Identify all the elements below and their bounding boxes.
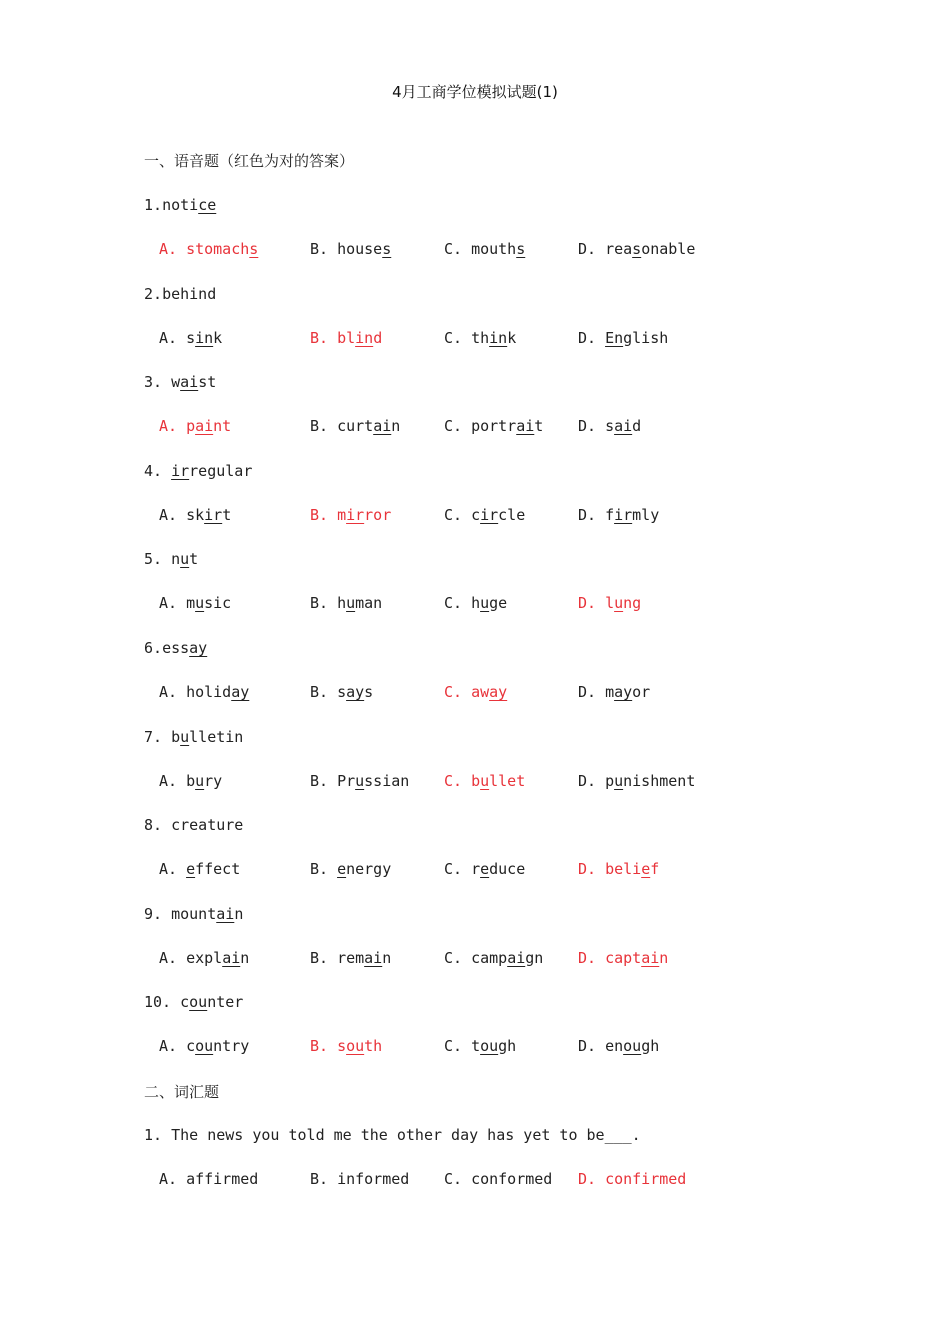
option-word-underlined-letters: e — [480, 860, 490, 879]
option-word-underlined-letters: ir — [346, 505, 365, 524]
option-word-underlined-letters: ai — [516, 417, 535, 436]
option-word-text: bl — [337, 328, 356, 347]
option-word-underlined-letters: u — [480, 771, 490, 790]
option-word: conformed — [471, 1170, 553, 1188]
answer-option — [578, 240, 695, 258]
answer-option — [159, 417, 231, 435]
option-word-text: or — [632, 683, 651, 701]
option-word-text: gh — [641, 1037, 660, 1056]
option-word-text: sic — [204, 594, 232, 613]
question-stem — [144, 993, 243, 1011]
question-word-text: nter — [207, 993, 244, 1012]
option-word-text: house — [337, 240, 383, 258]
vocab-answer-option — [578, 1170, 686, 1188]
option-word-text: s — [364, 683, 374, 701]
option-word-text: m — [605, 683, 615, 701]
question-stem — [144, 905, 243, 923]
option-word-underlined-letters: ai — [364, 948, 383, 967]
answer-option — [444, 417, 543, 435]
answer-option — [578, 860, 659, 878]
question-word-underlined-letters: ai — [180, 373, 199, 392]
option-letter: A. — [159, 771, 178, 790]
option-letter: A. — [159, 1037, 178, 1056]
option-word-underlined-letters: ou — [346, 1037, 365, 1056]
option-word-text: nt — [213, 417, 232, 436]
option-letter: A. — [159, 594, 178, 613]
answer-option — [578, 772, 695, 790]
question-word-text: regular — [189, 461, 253, 480]
question-stem — [144, 639, 207, 657]
option-word-text: t — [222, 505, 232, 524]
question-word-text: c — [180, 993, 190, 1012]
option-word-underlined-letters: u — [355, 771, 365, 790]
option-word-underlined-letters: ai — [373, 417, 392, 436]
option-word-underlined-letters: ai — [641, 948, 660, 967]
answer-option — [444, 683, 507, 701]
question-number: 2. — [144, 284, 163, 303]
option-word-underlined-letters: ou — [623, 1037, 642, 1056]
option-letter: B. — [310, 328, 329, 347]
answer-option — [310, 772, 409, 790]
answer-option — [310, 860, 391, 878]
option-word-text: sk — [186, 505, 205, 524]
question-word-text: n — [234, 904, 244, 923]
option-word-text: b — [471, 771, 481, 790]
question-number: 10. — [144, 993, 181, 1012]
option-word-text: s — [186, 328, 196, 347]
option-word-text: c — [471, 505, 481, 524]
answer-option — [444, 329, 516, 347]
option-word-underlined-letters: e — [186, 860, 196, 879]
option-letter: D. — [578, 1037, 597, 1056]
option-word-text: h — [337, 594, 347, 613]
page-title: 4月工商学位模拟试题(1) — [392, 83, 558, 101]
option-letter: C. — [444, 417, 463, 436]
option-word-underlined-letters: in — [489, 328, 508, 347]
option-letter: A. — [159, 505, 178, 524]
question-stem — [144, 816, 243, 834]
option-word: confirmed — [605, 1170, 687, 1188]
question-number: 6. — [144, 639, 163, 657]
option-letter: C. — [444, 594, 463, 613]
option-letter: D. — [578, 860, 597, 879]
question-number: 8. — [144, 816, 172, 835]
option-word-text: m — [337, 505, 347, 524]
option-word-underlined-letters: ou — [195, 1037, 214, 1056]
option-word-underlined-letters: u — [614, 594, 624, 613]
answer-option — [578, 506, 659, 524]
option-word-text: th — [364, 1037, 383, 1056]
question-word-underlined-letters: ai — [216, 904, 235, 923]
answer-option — [159, 949, 249, 967]
option-word-underlined-letters: s — [632, 240, 642, 258]
answer-option — [310, 683, 373, 701]
option-word-text: s — [605, 417, 615, 436]
option-letter: D. — [578, 328, 597, 347]
answer-option — [444, 594, 507, 612]
option-word-text: t — [534, 417, 544, 436]
question-number: 7. — [144, 727, 172, 746]
option-word-text: nergy — [346, 860, 392, 879]
answer-option — [444, 1037, 516, 1055]
option-word-text: th — [471, 328, 490, 347]
option-word-text: p — [186, 417, 196, 436]
option-letter: B. — [310, 505, 329, 524]
question-word-underlined-letters: ir — [171, 461, 190, 480]
option-word-text: ng — [623, 594, 642, 613]
answer-option — [159, 860, 240, 878]
option-word-text: n — [391, 417, 401, 436]
answer-option — [578, 1037, 659, 1055]
question-word-text: ess — [162, 639, 190, 657]
answer-option — [578, 594, 641, 612]
vocab-answer-option — [159, 1170, 258, 1188]
option-word-underlined-letters: ir — [204, 505, 223, 524]
option-word-text: t — [471, 1037, 481, 1056]
question-word-underlined-letters: u — [180, 727, 190, 746]
option-letter: B. — [310, 1037, 329, 1056]
vocab-answer-option — [310, 1170, 409, 1188]
answer-option — [310, 506, 391, 524]
question-word-text: w — [171, 373, 181, 392]
answer-option — [159, 594, 231, 612]
answer-option — [444, 240, 525, 258]
option-word-text: glish — [623, 328, 669, 347]
question-stem — [144, 196, 216, 214]
option-letter: B. — [310, 594, 329, 613]
question-word-underlined-letters: ou — [189, 993, 208, 1012]
option-word-text: ssian — [364, 771, 410, 790]
option-letter: C. — [444, 1037, 463, 1056]
option-letter: D. — [578, 1170, 597, 1188]
option-letter: A. — [159, 948, 178, 967]
option-letter: A. — [159, 328, 178, 347]
option-letter: D. — [578, 240, 597, 258]
question-word-text: noti — [162, 196, 199, 214]
answer-option — [159, 240, 258, 258]
question-word-text: lletin — [189, 727, 244, 746]
option-word-underlined-letters: s — [382, 240, 392, 258]
answer-option — [578, 417, 641, 435]
option-word-text: k — [507, 328, 517, 347]
question-number: 9. — [144, 904, 172, 923]
option-word-text: aw — [471, 683, 490, 701]
option-word-text: n — [659, 948, 669, 967]
option-word-underlined-letters: u — [480, 594, 490, 613]
option-word-text: camp — [471, 948, 508, 967]
option-word-underlined-letters: e — [641, 860, 651, 879]
question-stem — [144, 462, 252, 480]
question-stem — [144, 285, 216, 303]
option-word-underlined-letters: s — [249, 240, 259, 258]
option-word-text: portr — [471, 417, 517, 436]
question-stem — [144, 550, 198, 568]
option-word-text: duce — [489, 860, 526, 879]
option-letter: C. — [444, 240, 463, 258]
answer-option — [444, 506, 525, 524]
answer-option — [444, 772, 525, 790]
option-letter: A. — [159, 860, 178, 879]
option-letter: A. — [159, 417, 178, 436]
answer-option — [159, 506, 231, 524]
option-word-text: mouth — [471, 240, 517, 258]
option-letter: B. — [310, 948, 329, 967]
option-word: affirmed — [186, 1170, 259, 1188]
option-letter: C. — [444, 1170, 463, 1188]
option-word-text: holid — [186, 683, 232, 701]
option-word-text: s — [337, 1037, 347, 1056]
question-number: 4. — [144, 461, 172, 480]
option-word-text: llet — [489, 771, 526, 790]
option-word-text: n — [382, 948, 392, 967]
option-word-text: d — [632, 417, 642, 436]
question-word-text: behind — [162, 284, 217, 303]
option-letter: D. — [578, 771, 597, 790]
option-letter: B. — [310, 860, 329, 879]
option-word-text: expl — [186, 948, 223, 967]
option-word-text: c — [186, 1037, 196, 1056]
option-letter: D. — [578, 683, 597, 701]
option-word-text: p — [605, 771, 615, 790]
question-number: 1. — [144, 196, 163, 214]
option-word-underlined-letters: ai — [195, 417, 214, 436]
option-letter: D. — [578, 417, 597, 436]
answer-option — [578, 949, 668, 967]
answer-option — [444, 949, 543, 967]
option-word-underlined-letters: in — [195, 328, 214, 347]
answer-option — [310, 594, 382, 612]
option-word-underlined-letters: u — [346, 594, 356, 613]
option-letter: D. — [578, 948, 597, 967]
answer-option — [159, 1037, 249, 1055]
question-number: 3. — [144, 373, 172, 392]
option-word-underlined-letters: ay — [346, 683, 365, 701]
answer-option — [310, 240, 391, 258]
question-word-underlined-letters: ay — [189, 639, 208, 657]
answer-option — [578, 683, 650, 701]
question-word-text: n — [171, 550, 181, 569]
vocab-answer-option — [444, 1170, 552, 1188]
question-number: 5. — [144, 550, 172, 569]
option-letter: C. — [444, 948, 463, 967]
question-word-underlined-letters: u — [180, 550, 190, 569]
option-word-underlined-letters: ai — [507, 948, 526, 967]
option-word-text: s — [337, 683, 347, 701]
option-word-text: rea — [605, 240, 633, 258]
option-letter: A. — [159, 240, 178, 258]
option-word-underlined-letters: e — [337, 860, 347, 879]
question-word-text: mount — [171, 904, 217, 923]
option-word-underlined-letters: s — [516, 240, 526, 258]
option-word-text: ffect — [195, 860, 241, 879]
option-word-text: man — [355, 594, 383, 613]
option-word-text: ge — [489, 594, 508, 613]
option-word-text: n — [240, 948, 250, 967]
option-letter: C. — [444, 683, 463, 701]
option-word-underlined-letters: u — [195, 771, 205, 790]
answer-option — [310, 417, 400, 435]
option-letter: D. — [578, 505, 597, 524]
option-word-text: capt — [605, 948, 642, 967]
option-word-text: ntry — [213, 1037, 250, 1056]
option-word-text: curt — [337, 417, 374, 436]
section-heading-phonetics: 一、语音题（红色为对的答案） — [144, 152, 355, 170]
answer-option — [444, 860, 525, 878]
option-word-text: ry — [204, 771, 223, 790]
vocab-question-stem: 1. The news you told me the other day has yet to be___. — [144, 1126, 641, 1144]
option-letter: C. — [444, 505, 463, 524]
answer-option — [578, 329, 668, 347]
option-word-text: nishment — [623, 771, 696, 790]
option-word-underlined-letters: u — [195, 594, 205, 613]
option-letter: B. — [310, 240, 329, 258]
option-word-underlined-letters: ir — [480, 505, 499, 524]
option-word-underlined-letters: ir — [614, 505, 633, 524]
option-word-text: stomach — [186, 240, 250, 258]
option-letter: A. — [159, 1170, 178, 1188]
question-word-text: b — [171, 727, 181, 746]
option-word-text: onable — [641, 240, 696, 258]
option-word-text: gh — [498, 1037, 517, 1056]
option-word-text: rem — [337, 948, 365, 967]
option-word-text: k — [213, 328, 223, 347]
option-letter: C. — [444, 771, 463, 790]
answer-option — [159, 329, 222, 347]
option-word-text: b — [186, 771, 196, 790]
question-word-text: t — [189, 550, 199, 569]
option-word-text: cle — [498, 505, 526, 524]
question-word-text: st — [198, 373, 217, 392]
option-word: informed — [337, 1170, 410, 1188]
option-letter: B. — [310, 771, 329, 790]
option-word-text: mly — [632, 505, 660, 524]
option-word-text: f — [605, 505, 615, 524]
option-word-text: h — [471, 594, 481, 613]
option-letter: B. — [310, 417, 329, 436]
option-letter: D. — [578, 594, 597, 613]
option-letter: B. — [310, 1170, 329, 1188]
option-word-text: r — [471, 860, 481, 879]
option-letter: C. — [444, 328, 463, 347]
option-word-text: f — [650, 860, 660, 879]
answer-option — [310, 329, 382, 347]
question-word-text: creature — [171, 816, 244, 835]
option-word-underlined-letters: ai — [222, 948, 241, 967]
option-word-underlined-letters: En — [605, 328, 624, 347]
option-word-text: d — [373, 328, 383, 347]
option-word-text: en — [605, 1037, 624, 1056]
answer-option — [310, 949, 391, 967]
option-word-underlined-letters: in — [355, 328, 374, 347]
option-word-underlined-letters: ay — [231, 683, 250, 701]
option-word-text: gn — [525, 948, 544, 967]
option-word-underlined-letters: ai — [614, 417, 633, 436]
option-word-underlined-letters: ay — [489, 683, 508, 701]
answer-option — [159, 772, 222, 790]
option-word-underlined-letters: ay — [614, 683, 633, 701]
option-letter: B. — [310, 683, 329, 701]
option-letter: C. — [444, 860, 463, 879]
option-word-text: Pr — [337, 771, 356, 790]
option-word-underlined-letters: u — [614, 771, 624, 790]
question-stem — [144, 373, 216, 391]
answer-option — [310, 1037, 382, 1055]
question-word-underlined-letters: ce — [198, 196, 217, 214]
section-heading-vocabulary: 二、词汇题 — [144, 1083, 220, 1101]
option-letter: A. — [159, 683, 178, 701]
option-word-text: l — [605, 594, 615, 613]
option-word-underlined-letters: ou — [480, 1037, 499, 1056]
question-stem — [144, 728, 243, 746]
option-word-text: beli — [605, 860, 642, 879]
option-word-text: m — [186, 594, 196, 613]
option-word-text: ror — [364, 505, 392, 524]
answer-option — [159, 683, 249, 701]
